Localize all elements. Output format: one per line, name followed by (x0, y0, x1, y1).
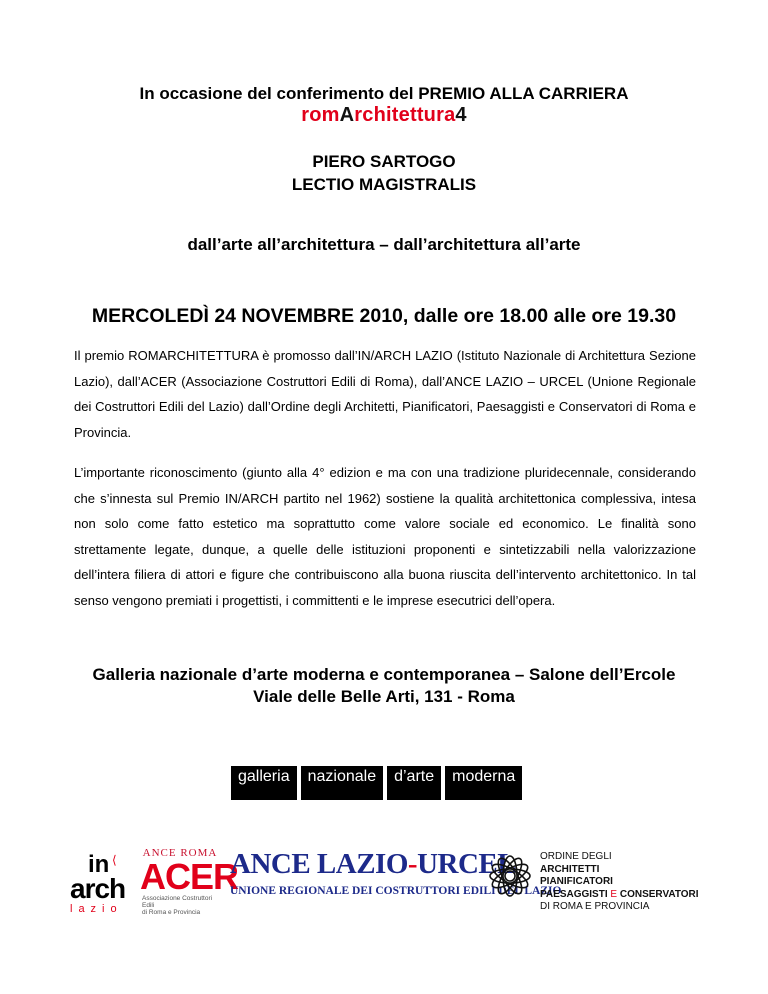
acer-logo (140, 847, 239, 916)
ance-lazio-urcel-logo (230, 847, 562, 911)
rosette-icon (486, 849, 534, 903)
venue-block (0, 664, 768, 708)
ordine-line-2: ARCHITETTI (540, 863, 600, 875)
speaker-name: PIERO SARTOGO (312, 152, 456, 171)
acer-sub-2: di Roma e Provincia (142, 909, 201, 916)
ance-name (230, 847, 517, 881)
paragraph-description: L’importante riconoscimento (giunto alla 4° edizion e ma con una tradizione pluridecennale, considerando che s’innesta sul Premio IN/ARCH partito nel 1962) sostiene la qualità architettonica complessiva, intesa non solo come fatto estetico ma soprattutto come valore sociale ed economico. Le finalità sono strettamente legate, dunque, a quelle delle istituzioni proponenti e sintetizzabili nella valorizzazione dell’intera filiera di attori e figure che contribuiscono alla buona riuscita dell’intervento architettonico. In tal senso vengono premiati i progettisti, i committenti e le imprese esecutrici dell’opera. (74, 465, 696, 608)
gnam-logo (231, 766, 522, 800)
brand-part-4: 4 (455, 104, 467, 126)
lecture-subtitle: dall’arte all’architettura – dall’architettura all’arte (187, 235, 581, 254)
inarch-logo (70, 851, 132, 915)
venue-name: Galleria nazionale d’arte moderna e contemporanea – Salone dell’Ercole (92, 665, 676, 684)
gnam-word-nazionale: nazionale (301, 766, 384, 800)
ordine-line-4b: E (610, 888, 618, 900)
ance-name-1: ANCE LAZIO (230, 848, 408, 880)
ordine-line-4 (540, 889, 700, 902)
gnam-word-moderna: moderna (445, 766, 522, 800)
ordine-line-1: ORDINE DEGLI (540, 851, 612, 862)
romarchitettura-brand (0, 104, 768, 127)
brand-part-1: rom (301, 104, 340, 126)
brand-part-2: A (339, 104, 355, 126)
ance-name-2: URCEL (417, 848, 517, 880)
brand-part-3: rchitettura (354, 104, 456, 126)
venue-address: Viale delle Belle Arti, 131 - Roma (253, 687, 515, 706)
ordine-line-4c: CONSERVATORI (619, 888, 699, 900)
intro-line: In occasione del conferimento del PREMIO ALLA CARRIERA (139, 84, 629, 103)
event-date: MERCOLEDÌ 24 NOVEMBRE 2010, dalle ore 18.00 alle ore 19.30 (91, 305, 677, 327)
ordine-line-5: DI ROMA E PROVINCIA (540, 901, 650, 912)
inarch-mark-icon: ⟨ (112, 853, 117, 867)
ance-sub: UNIONE REGIONALE DEI COSTRUTTORI EDILI DEL LAZIO (230, 885, 562, 897)
ordine-line-4a: PAESAGGISTI (540, 888, 608, 900)
ordine-architetti-logo (540, 851, 700, 914)
event-type: LECTIO MAGISTRALIS (291, 175, 477, 194)
inarch-in: in (88, 851, 110, 878)
sponsor-logos (0, 845, 768, 915)
gnam-word-darte: d’arte (387, 766, 441, 800)
ordine-line-3: PIANIFICATORI (540, 876, 613, 887)
acer-sub-1: Associazione Costruttori Edili (142, 895, 213, 909)
acer-name: ACER (140, 856, 239, 897)
gnam-word-galleria: galleria (231, 766, 297, 800)
acer-top: ANCE ROMA (142, 847, 218, 859)
ance-dash: - (407, 848, 418, 880)
inarch-lazio: lazio (70, 903, 123, 915)
speaker-block (0, 150, 768, 196)
paragraph-promoters: Il premio ROMARCHITETTURA è promosso dall’IN/ARCH LAZIO (Istituto Nazionale di Architettura Sezione Lazio), dall’ACER (Associazione Costruttori Edili di Roma), dall’ANCE LAZIO – URCEL (Unione Regionale dei Costruttori Edili del Lazio) dall’Ordine degli Architetti, Pianificatori, Paesaggisti e Conservatori di Roma e Provincia. (74, 348, 696, 440)
inarch-arch: arch (70, 873, 126, 904)
